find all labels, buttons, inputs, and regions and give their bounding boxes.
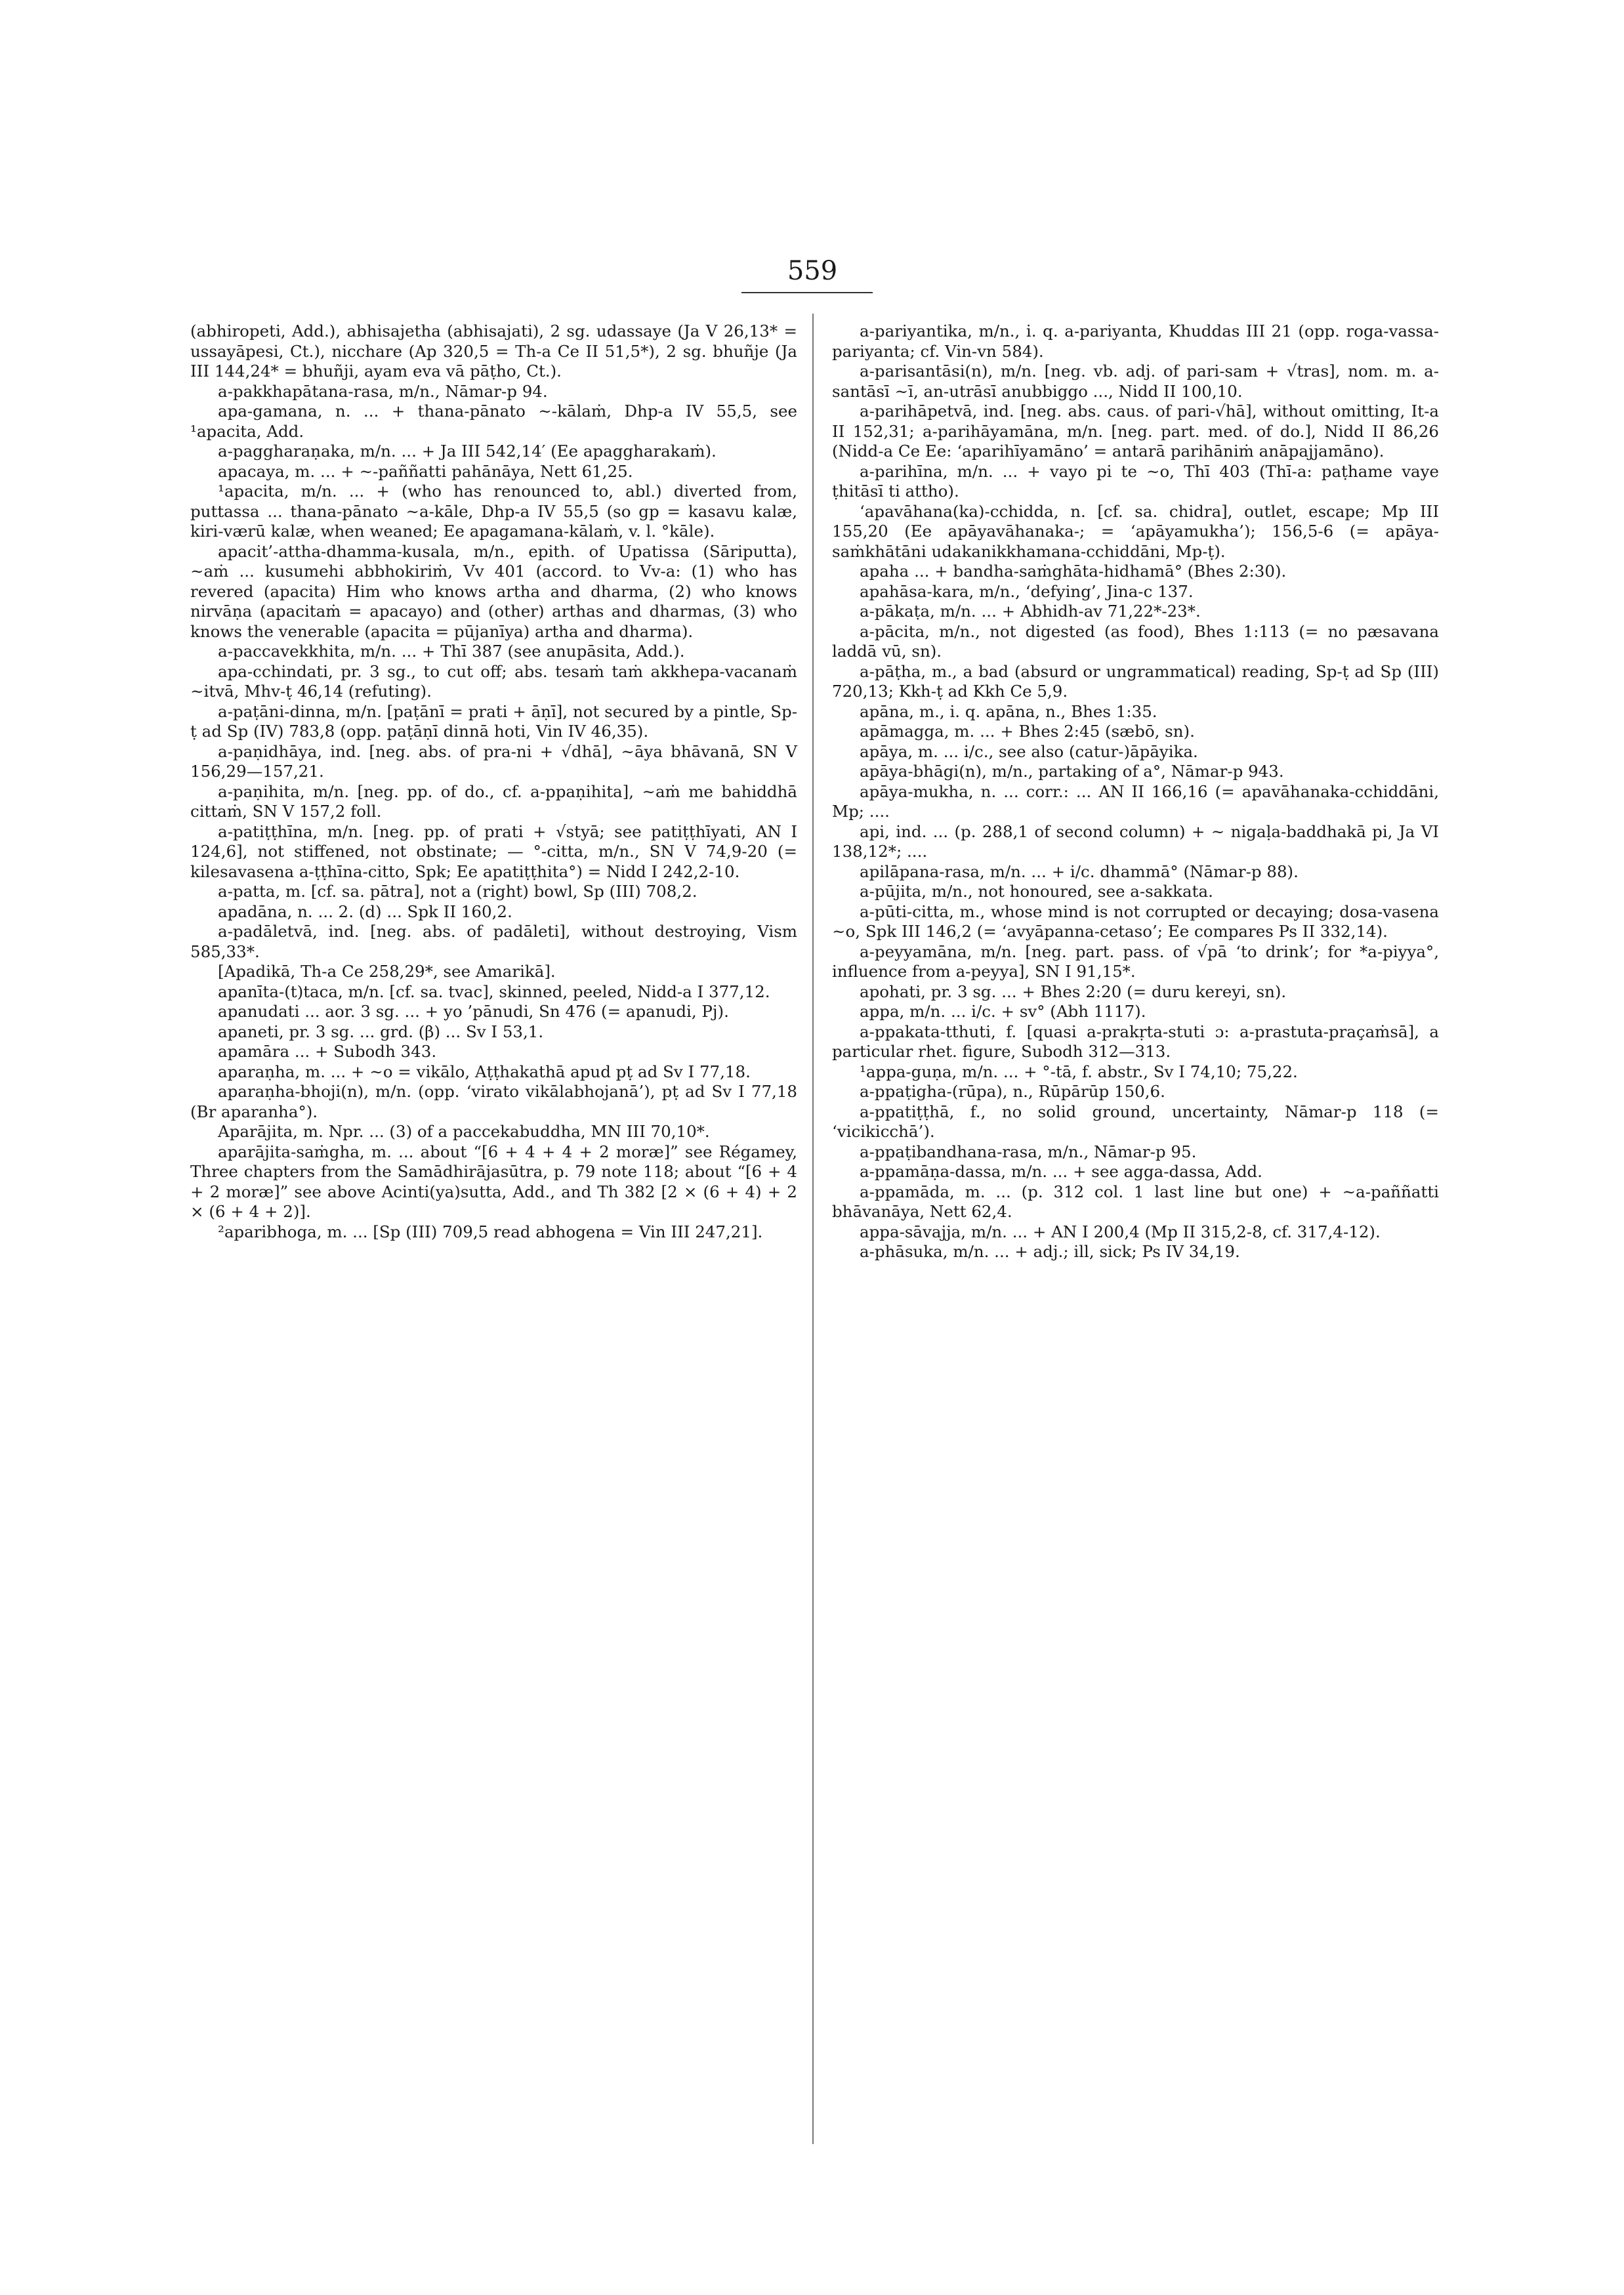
- dictionary-entry: a-pākaṭa, m/n. ... + Abhidh-av 71,22*-23*.: [860, 602, 1201, 621]
- dictionary-entry: a-parihāpetvā, ind. [neg. abs. caus. of pari-√hā], without omitting, It-a II 152,31; a-parihāyamāna, m/n. [neg. part. med. of do.], Nidd II 86,26 (Nidd-a Ce Ee: ‘aparihīyamāno’ = antarā parihāniṁ anāpajjamāno).: [832, 402, 1439, 461]
- dictionary-entry: apāmagga, m. ... + Bhes 2:45 (sæbō, sn).: [860, 722, 1195, 741]
- dictionary-entry: apa-gamana, n. ... + thana-pānato ~-kālaṁ, Dhp-a IV 55,5, see ¹apacita, Add.: [190, 402, 797, 441]
- dictionary-entry: apadāna, n. ... 2. (d) ... Spk II 160,2.: [218, 901, 512, 921]
- dictionary-entry: a-phāsuka, m/n. ... + adj.; ill, sick; Ps IV 34,19.: [860, 1242, 1240, 1261]
- dictionary-entry: a-pāṭha, m., a bad (absurd or ungrammatical) reading, Sp-ṭ ad Sp (III) 720,13; Kkh-ṭ ad Kkh Ce 5,9.: [832, 661, 1439, 701]
- dictionary-entry: apacaya, m. ... + ~-paññatti pahānāya, Nett 61,25.: [218, 461, 633, 481]
- dictionary-entry: a-ppatiṭṭhā, f., no solid ground, uncertainty, Nāmar-p 118 (= ‘vicikicchā’).: [832, 1102, 1439, 1141]
- dictionary-entry: a-parihīna, m/n. ... + vayo pi te ~o, Thī 403 (Thī-a: paṭhame vaye ṭhitāsī ti attho).: [832, 461, 1439, 501]
- dictionary-entry: a-paccavekkhita, m/n. ... + Thī 387 (see anupāsita, Add.).: [218, 642, 685, 661]
- dictionary-entry: a-pakkhapātana-rasa, m/n., Nāmar-p 94.: [218, 381, 548, 401]
- dictionary-entry: Aparājita, m. Npr. ... (3) of a paccekabuddha, MN III 70,10*.: [218, 1122, 710, 1141]
- dictionary-entry: appa, m/n. ... i/c. + sv° (Abh 1117).: [860, 1002, 1146, 1021]
- dictionary-entry: a-peyyamāna, m/n. [neg. part. pass. of √pā ‘to drink’; for *a-piyya°, influence from a-peyya], SN I 91,15*.: [832, 941, 1439, 981]
- dictionary-entry: a-pūjita, m/n., not honoured, see a-sakkata.: [860, 882, 1213, 901]
- dictionary-entry: apanīta-(t)taca, m/n. [cf. sa. tvac], skinned, peeled, Nidd-a I 377,12.: [218, 982, 770, 1001]
- page-number: 559: [787, 256, 838, 286]
- dictionary-entry: apaneti, pr. 3 sg. ... grd. (β) ... Sv I 53,1.: [218, 1022, 544, 1041]
- dictionary-entry: a-pariyantika, m/n., i. q. a-pariyanta, Khuddas III 21 (opp. roga-vassa-pariyanta; cf. Vin-vn 584).: [832, 321, 1439, 361]
- dictionary-entry: a-patta, m. [cf. sa. pātra], not a (right) bowl, Sp (III) 708,2.: [218, 882, 697, 901]
- dictionary-entry: a-padāletvā, ind. [neg. abs. of padāleti], without destroying, Vism 585,33*.: [190, 922, 797, 961]
- dictionary-entry: aparaṇha, m. ... + ~o = vikālo, Aṭṭhakathā apud pṭ ad Sv I 77,18.: [218, 1062, 751, 1081]
- dictionary-entry: api, ind. ... (p. 288,1 of second column) + ~ nigaḷa-baddhakā pi, Ja VI 138,12*; ....: [832, 821, 1439, 861]
- dictionary-entry: a-parisantāsi(n), m/n. [neg. vb. adj. of pari-sam + √tras], nom. m. a-santāsī ~ī, an-utrāsī anubbiggo ..., Nidd II 100,10.: [832, 362, 1439, 401]
- left-column: [190, 321, 797, 1242]
- dictionary-entry: (abhiropeti, Add.), abhisajetha (abhisajati), 2 sg. udassaye (Ja V 26,13* = ussayāpesi, Ct.), nicchare (Ap 320,5 = Th-a Ce II 51,5*), 2 sg. bhuñje (Ja III 144,24* = bhuñji, ayam eva vā pāṭho, Ct.).: [190, 321, 797, 381]
- dictionary-entry: a-ppakata-tthuti, f. [quasi a-prakṛta-stuti ɔ: a-prastuta-praçaṁsā], a particular rhet. figure, Subodh 312—313.: [832, 1022, 1439, 1061]
- dictionary-entry: a-paṇidhāya, ind. [neg. abs. of pra-ni + √dhā], ~āya bhāvanā, SN V 156,29—157,21.: [190, 741, 797, 781]
- right-column: [832, 321, 1439, 1262]
- dictionary-entry: apahāsa-kara, m/n., ‘defying’, Jina-c 137.: [860, 581, 1194, 601]
- dictionary-entry: apacit’-attha-dhamma-kusala, m/n., epith. of Upatissa (Sāriputta), ~aṁ ... kusumehi abbhokiriṁ, Vv 401 (accord. to Vv-a: (1) who has revered (apacita) Him who knows artha and dharma, (2) who knows nirvāṇa (apacitaṁ = apacayo) and (other) arthas and dharmas, (3) who knows the venerable (apacita = pūjanīya) artha and dharma).: [190, 541, 797, 641]
- dictionary-entry: aparājita-saṁgha, m. ... about “[6 + 4 + 4 + 2 moræ]” see Régamey, Three chapters from the Samādhirājasūtra, p. 79 note 118; about “[6 + 4 + 2 moræ]” see above Acinti(ya)sutta, Add., and Th 382 [2 × (6 + 4) + 2 × (6 + 4 + 2)].: [190, 1142, 797, 1221]
- dictionary-entry: ¹appa-guṇa, m/n. ... + °-tā, f. abstr., Sv I 74,10; 75,22.: [860, 1062, 1298, 1081]
- dictionary-entry: apaha ... + bandha-saṁghāta-hidhamā° (Bhes 2:30).: [860, 562, 1287, 581]
- dictionary-entry: a-paṇihita, m/n. [neg. pp. of do., cf. a-ppaṇihita], ~aṁ me bahiddhā cittaṁ, SN V 157,2 foll.: [190, 781, 797, 821]
- dictionary-entry: ‘apavāhana(ka)-cchidda, n. [cf. sa. chidra], outlet, escape; Mp III 155,20 (Ee apāyavāhanaka-; = ‘apāyamukha’); 156,5-6 (= apāya-saṁkhātāni udakanikkhamana-cchiddāni, Mp-ṭ).: [832, 501, 1439, 561]
- dictionary-entry: a-ppamāda, m. ... (p. 312 col. 1 last line but one) + ~a-paññatti bhāvanāya, Nett 62,4.: [832, 1182, 1439, 1221]
- dictionary-entry: aparaṇha-bhoji(n), m/n. (opp. ‘virato vikālabhojanā’), pṭ ad Sv I 77,18 (Br aparanha°).: [190, 1082, 797, 1121]
- dictionary-entry: apāya-bhāgi(n), m/n., partaking of a°, Nāmar-p 943.: [860, 762, 1284, 781]
- dictionary-entry: apāya-mukha, n. ... corr.: ... AN II 166,16 (= apavāhanaka-cchiddāni, Mp; ....: [832, 781, 1439, 821]
- dictionary-entry: a-ppamāṇa-dassa, m/n. ... + see agga-dassa, Add.: [860, 1162, 1262, 1181]
- dictionary-entry: a-ppaṭigha-(rūpa), n., Rūpārūp 150,6.: [860, 1082, 1165, 1101]
- page-number-rule: [741, 292, 873, 293]
- dictionary-entry: apāna, m., i. q. apāna, n., Bhes 1:35.: [860, 701, 1157, 721]
- dictionary-entry: a-pācita, m/n., not digested (as food), Bhes 1:113 (= no pæsavana laddā vū, sn).: [832, 621, 1439, 661]
- dictionary-entry: a-paṭāni-dinna, m/n. [paṭānī = prati + āṇī], not secured by a pintle, Sp-ṭ ad Sp (IV) 783,8 (opp. paṭāṇī dinnā hoti, Vin IV 46,35).: [190, 701, 797, 741]
- dictionary-entry: a-pūti-citta, m., whose mind is not corrupted or decaying; dosa-vasena ~o, Spk III 146,2 (= ‘avyāpanna-cetaso’; Ee compares Ps II 332,14).: [832, 901, 1439, 941]
- dictionary-entry: ¹apacita, m/n. ... + (who has renounced to, abl.) diverted from, puttassa ... thana-pānato ~a-kāle, Dhp-a IV 55,5 (so gp = kasavu kalæ, kiri-værū kalæ, when weaned; Ee apagamana-kālaṁ, v. l. °kāle).: [190, 482, 797, 541]
- dictionary-entry: apamāra ... + Subodh 343.: [218, 1042, 437, 1061]
- dictionary-entry: a-patiṭṭhīna, m/n. [neg. pp. of prati + √styā; see patiṭṭhīyati, AN I 124,6], not stiffened, not obstinate; — °-citta, m/n., SN V 74,9-20 (= kilesavasena a-ṭṭhīna-citto, Spk; Ee apatiṭṭhita°) = Nidd I 242,2-10.: [190, 821, 797, 881]
- dictionary-entry: apa-cchindati, pr. 3 sg., to cut off; abs. tesaṁ taṁ akkhepa-vacanaṁ ~itvā, Mhv-ṭ 46,14 (refuting).: [190, 661, 797, 701]
- dictionary-entry: a-ppaṭibandhana-rasa, m/n., Nāmar-p 95.: [860, 1142, 1197, 1161]
- dictionary-entry: appa-sāvajja, m/n. ... + AN I 200,4 (Mp II 315,2-8, cf. 317,4-12).: [860, 1222, 1381, 1241]
- dictionary-entry: a-paggharaṇaka, m/n. ... + Ja III 542,14′ (Ee apaggharakaṁ).: [218, 442, 717, 461]
- dictionary-entry: apohati, pr. 3 sg. ... + Bhes 2:20 (= duru kereyi, sn).: [860, 982, 1287, 1001]
- dictionary-entry: apāya, m. ... i/c., see also (catur-)āpāyika.: [860, 741, 1198, 761]
- dictionary-entry: ²aparibhoga, m. ... [Sp (III) 709,5 read abhogena = Vin III 247,21].: [218, 1222, 763, 1241]
- column-divider: [812, 314, 814, 2144]
- dictionary-entry: apilāpana-rasa, m/n. ... + i/c. dhammā° (Nāmar-p 88).: [860, 861, 1299, 881]
- dictionary-entry: [Apadikā, Th-a Ce 258,29*, see Amarikā].: [218, 962, 556, 981]
- dictionary-entry: apanudati ... aor. 3 sg. ... + yo ’pānudi, Sn 476 (= apanudi, Pj).: [218, 1002, 729, 1021]
